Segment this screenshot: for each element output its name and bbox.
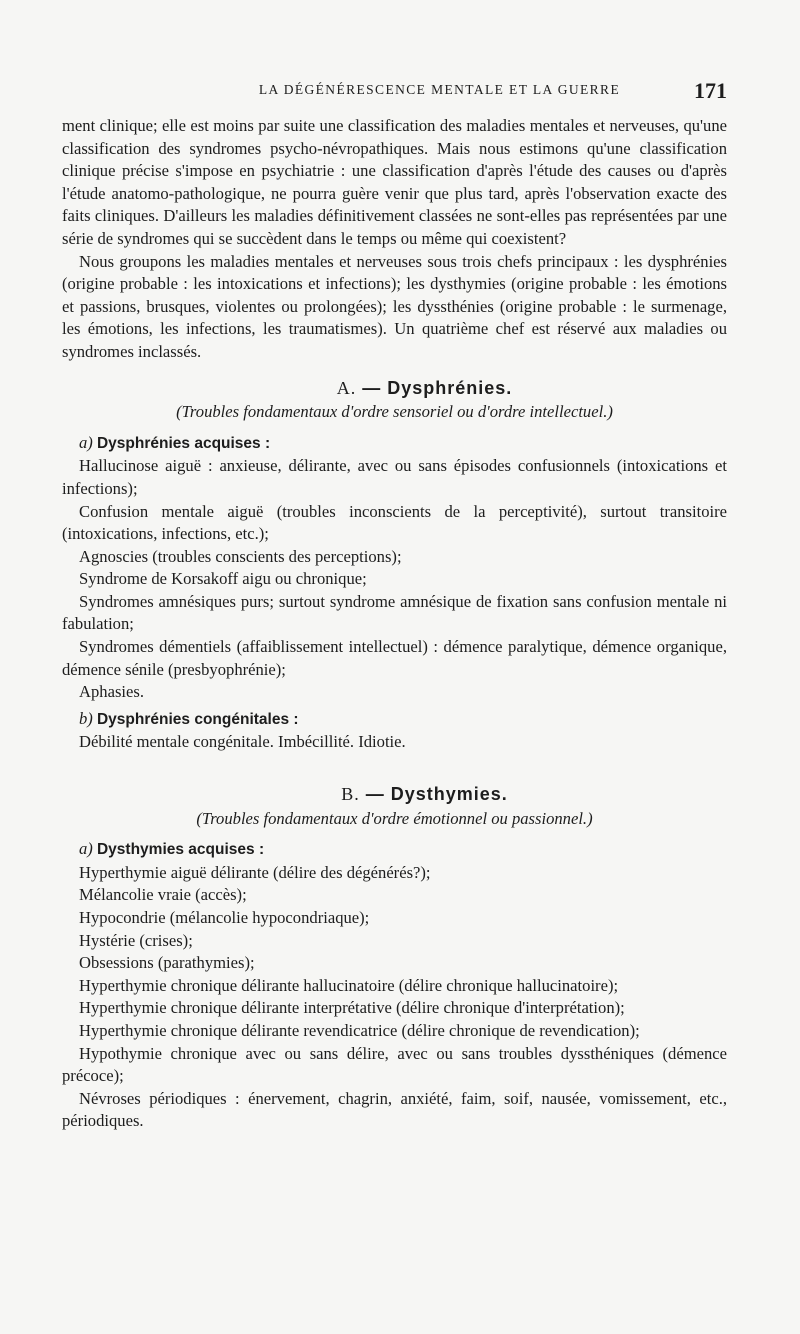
section-a-title: Dysphrénies. [387, 377, 513, 398]
section-b-acquired-title: Dysthymies acquises : [96, 841, 265, 859]
list-item: Hallucinose aiguë : anxieuse, délirante, avec ou sans épisodes confusionnels (intoxications et infections); [62, 456, 727, 498]
section-a-congenital-title: Dysphrénies congénitales : [96, 710, 299, 728]
list-item: Névroses périodiques : énervement, chagrin, anxiété, faim, soif, nausée, vomissement, etc., périodiques. [62, 1088, 727, 1131]
list-item: Agnoscies (troubles conscients des perceptions); [79, 546, 402, 566]
list-item: Obsessions (parathymies); [79, 953, 255, 973]
list-item: Syndrome de Korsakoff aigu ou chronique; [79, 569, 367, 589]
section-b-acquired-label: a) [79, 839, 93, 859]
running-head: LA DÉGÉNÉRESCENCE MENTALE ET LA GUERRE [258, 82, 621, 97]
list-item: Hyperthymie aiguë délirante (délire des dégénérés?); [79, 862, 431, 882]
list-item: Débilité mentale congénitale. Imbécillité. Idiotie. [79, 732, 406, 752]
list-item: Confusion mentale aiguë (troubles inconscients de la perceptivité), surtout transitoire (intoxications, infections, etc.); [62, 501, 727, 544]
section-a-acquired-label: a) [79, 432, 93, 452]
section-b-title: Dysthymies. [390, 784, 508, 805]
list-item: Syndromes amnésiques purs; surtout syndrome amnésique de fixation sans confusion mentale ni fabulation; [62, 591, 727, 634]
page-body [62, 115, 727, 1133]
section-a-acquired-title: Dysphrénies acquises : [96, 434, 271, 452]
list-item: Mélancolie vraie (accès); [79, 885, 247, 905]
section-a-letter: A. [336, 377, 357, 398]
section-b-acquired-heading [62, 838, 727, 862]
section-b-dash: — [365, 784, 385, 805]
section-a-heading [62, 377, 727, 400]
list-item: Hypothymie chronique avec ou sans délire, avec ou sans troubles dyssthéniques (démence précoce); [62, 1043, 727, 1086]
list-item: Aphasies. [79, 682, 144, 702]
section-a-congenital-label: b) [79, 708, 93, 728]
page-header [62, 78, 727, 108]
list-item: Hyperthymie chronique délirante interprétative (délire chronique d'interprétation); [79, 998, 625, 1018]
list-item: Syndromes démentiels (affaiblissement intellectuel) : démence paralytique, démence organique, démence sénile (presbyophrénie); [62, 637, 727, 679]
list-item: Hyperthymie chronique délirante revendicatrice (délire chronique de revendication); [79, 1020, 640, 1040]
section-a-congenital-heading [62, 708, 727, 732]
section-b-heading [62, 783, 727, 806]
intro-paragraph-2: Nous groupons les maladies mentales et nerveuses sous trois chefs principaux : les dysphrénies (origine probable : les intoxications et infections); les dysthymies (origine probable : les émotions et passions, brusques, violentes ou prolongées); les dyssthénies (origine probable : le surmenage, les émotions, les infections, les traumatismes). Un quatrième chef est réservé aux maladies ou syndromes inclassés. [62, 251, 727, 361]
section-b-subtitle: (Troubles fondamentaux d'ordre émotionnel ou passionnel.) [196, 808, 593, 828]
section-a-acquired-heading [62, 432, 727, 456]
page-number: 171 [694, 78, 727, 103]
list-item: Hyperthymie chronique délirante hallucinatoire (délire chronique hallucinatoire); [79, 975, 619, 995]
section-b-letter: B. [341, 784, 360, 805]
section-a-subtitle: (Troubles fondamentaux d'ordre sensoriel ou d'ordre intellectuel.) [176, 402, 613, 422]
list-item: Hypocondrie (mélancolie hypocondriaque); [79, 908, 370, 927]
list-item: Hystérie (crises); [79, 930, 193, 950]
section-a-dash: — [362, 377, 382, 398]
intro-paragraph-1: ment clinique; elle est moins par suite une classification des maladies mentales et nerveuses, qu'une classification des syndromes psycho-névropathiques. Mais nous estimons qu'une classification clinique précise s'impose en psychiatrie : une classification d'après l'étude des causes ou d'après l'étude anatomo-pathologique, ne pourra guère venir que plus tard, après l'observation exacte des faits cliniques. D'ailleurs les maladies définitivement classées ne sont-elles pas représentées par une série de syndromes qui se succèdent dans le temps ou même qui coexistent? [62, 116, 727, 248]
